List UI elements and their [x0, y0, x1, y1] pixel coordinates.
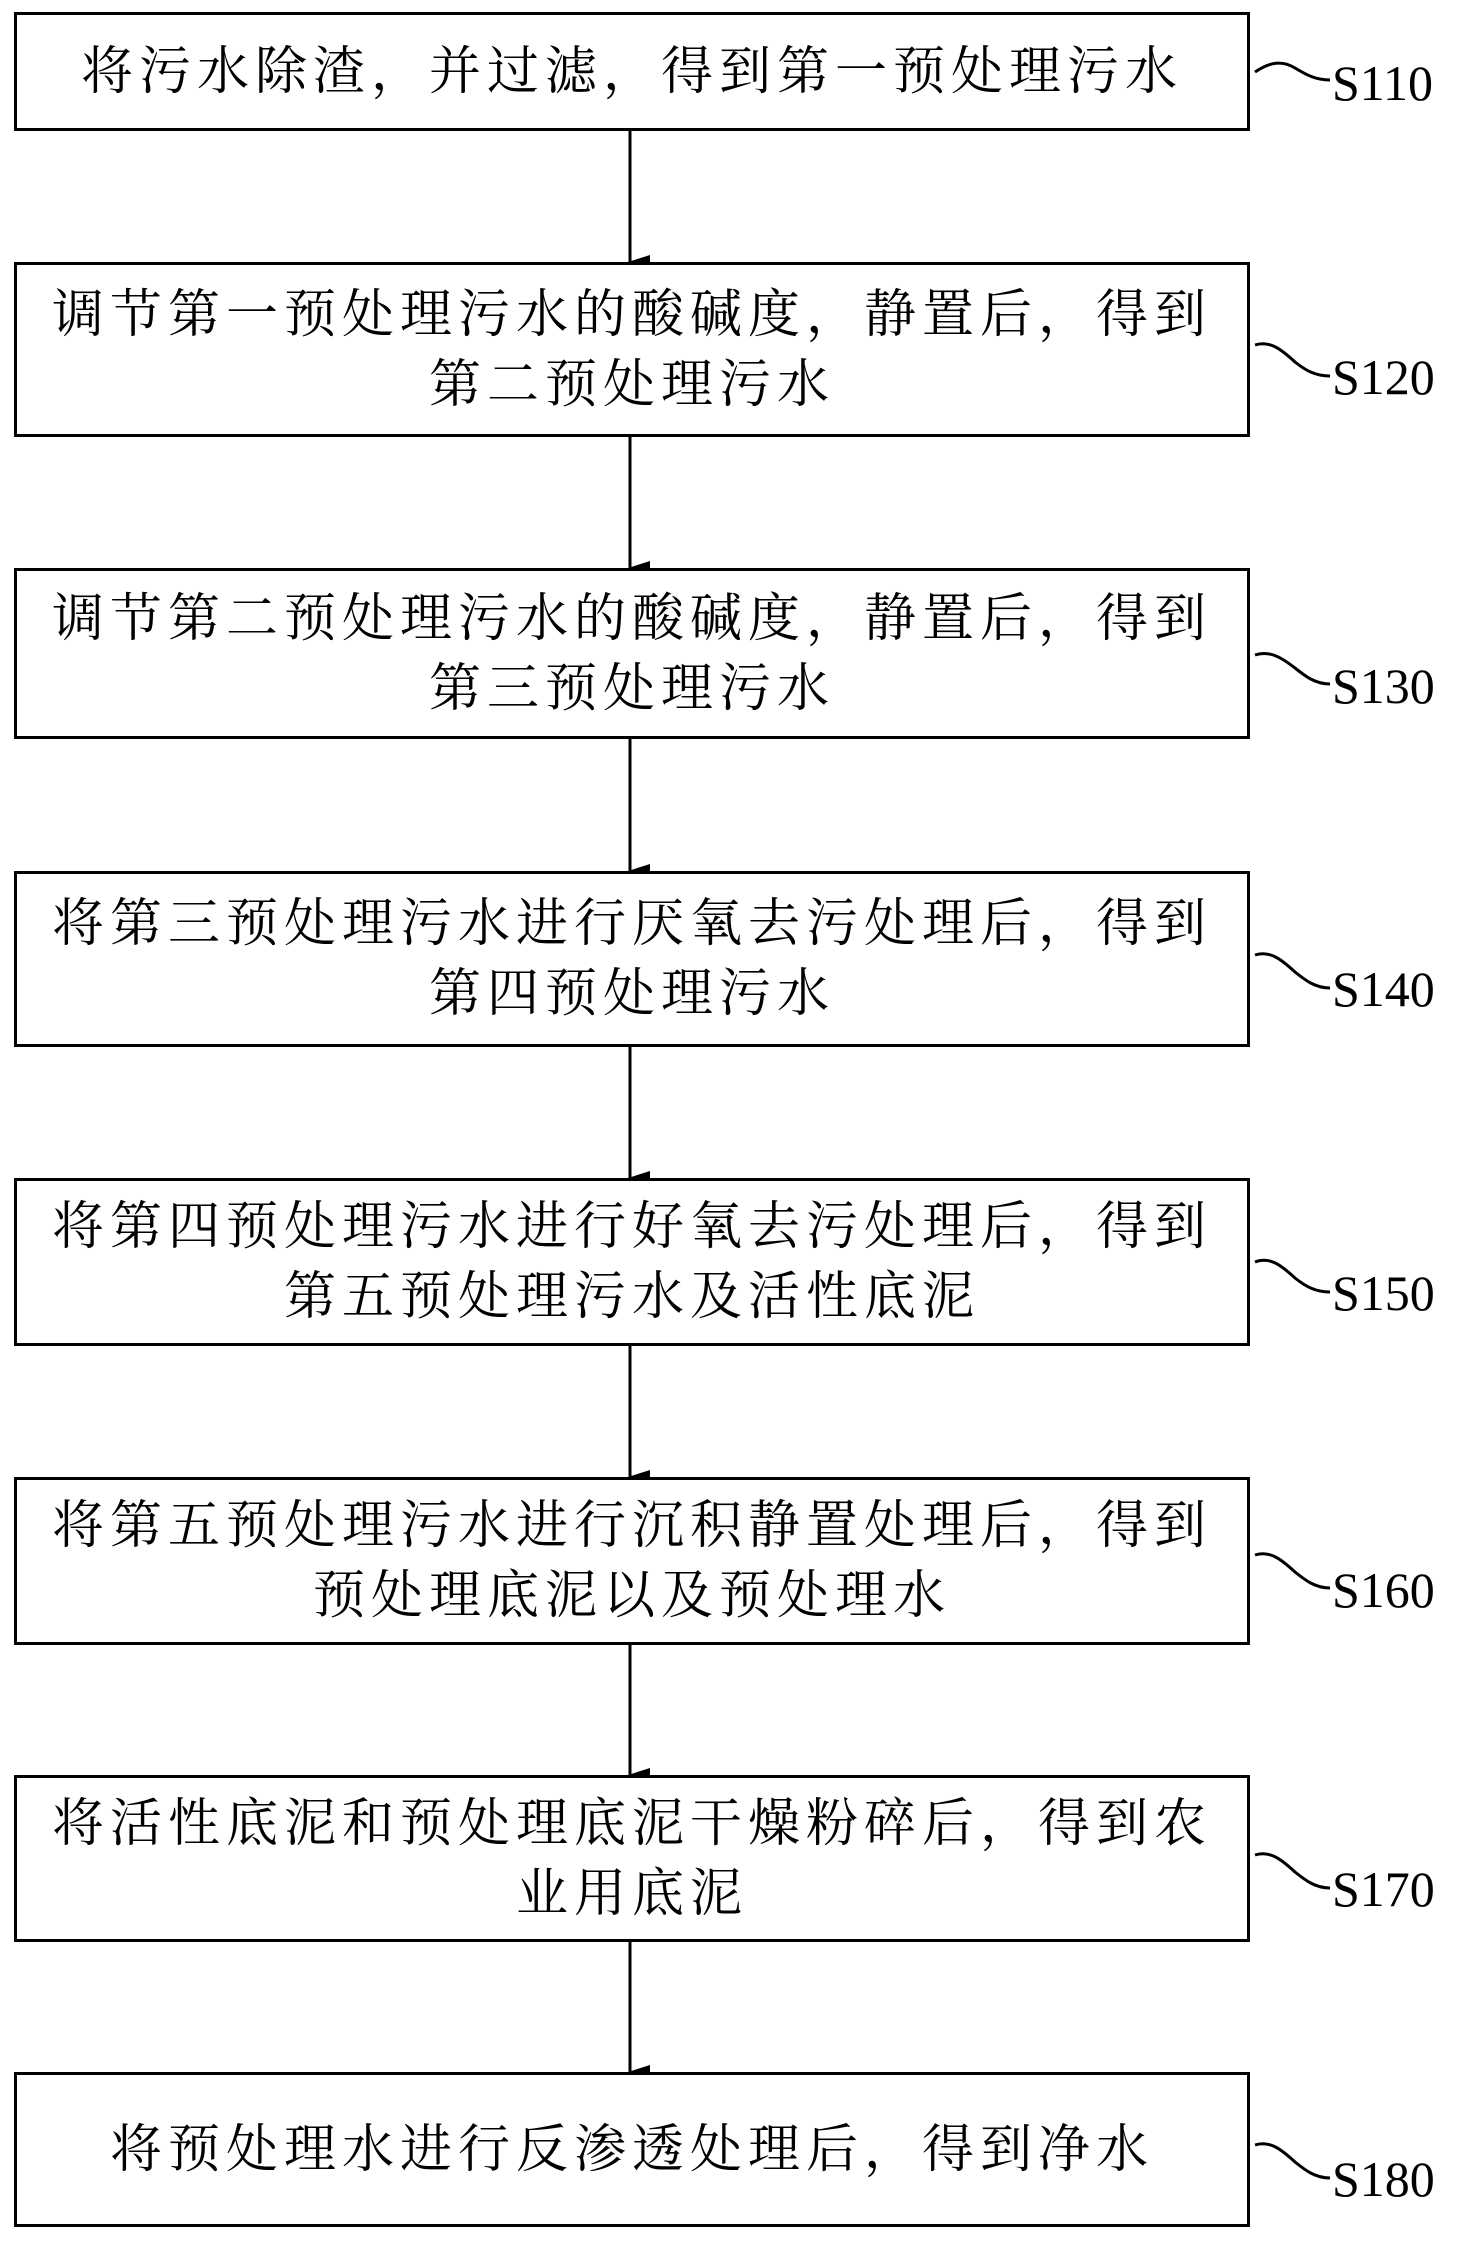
step-box-s110 — [14, 12, 1250, 131]
step-box-s150 — [14, 1178, 1250, 1346]
step-text-s170: 将活性底泥和预处理底泥干燥粉碎后，得到农 业用底泥 — [51, 1793, 1212, 1924]
step-label-s180: S180 — [1332, 2151, 1435, 2207]
step-label-s140: S140 — [1332, 961, 1435, 1017]
step-text-s160: 将第五预处理污水进行沉积静置处理后，得到 预处理底泥以及预处理水 — [51, 1496, 1212, 1626]
step-text-s130: 调节第二预处理污水的酸碱度，静置后，得到 第三预处理污水 — [51, 588, 1212, 719]
step-label-s170: S170 — [1332, 1861, 1435, 1917]
leader-s110 — [1255, 63, 1330, 80]
step-box-s130 — [14, 568, 1250, 739]
step-text-s150: 将第四预处理污水进行好氧去污处理后，得到 第五预处理污水及活性底泥 — [51, 1197, 1212, 1327]
step-box-s120 — [14, 262, 1250, 437]
step-label-s120: S120 — [1332, 349, 1435, 405]
step-label-s150: S150 — [1332, 1265, 1435, 1321]
step-label-s110: S110 — [1332, 55, 1433, 111]
leader-s170 — [1255, 1854, 1330, 1888]
leader-s150 — [1255, 1260, 1330, 1292]
step-label-s160: S160 — [1332, 1562, 1435, 1618]
step-box-s140 — [14, 871, 1250, 1047]
step-box-s180 — [14, 2072, 1250, 2227]
step-text-s140: 将第三预处理污水进行厌氧去污处理后，得到 第四预处理污水 — [51, 894, 1212, 1024]
leader-s130 — [1255, 653, 1330, 684]
leader-s160 — [1255, 1554, 1330, 1588]
leader-s140 — [1255, 954, 1330, 988]
step-box-s170 — [14, 1775, 1250, 1942]
leader-s120 — [1255, 344, 1330, 376]
leader-s180 — [1255, 2144, 1330, 2178]
step-box-s160 — [14, 1477, 1250, 1645]
step-text-s120: 调节第一预处理污水的酸碱度，静置后，得到 第二预处理污水 — [51, 284, 1212, 415]
step-label-s130: S130 — [1332, 658, 1435, 714]
step-text-s110: 将污水除渣，并过滤，得到第一预处理污水 — [80, 41, 1183, 102]
step-text-s180: 将预处理水进行反渗透处理后，得到净水 — [109, 2119, 1154, 2180]
